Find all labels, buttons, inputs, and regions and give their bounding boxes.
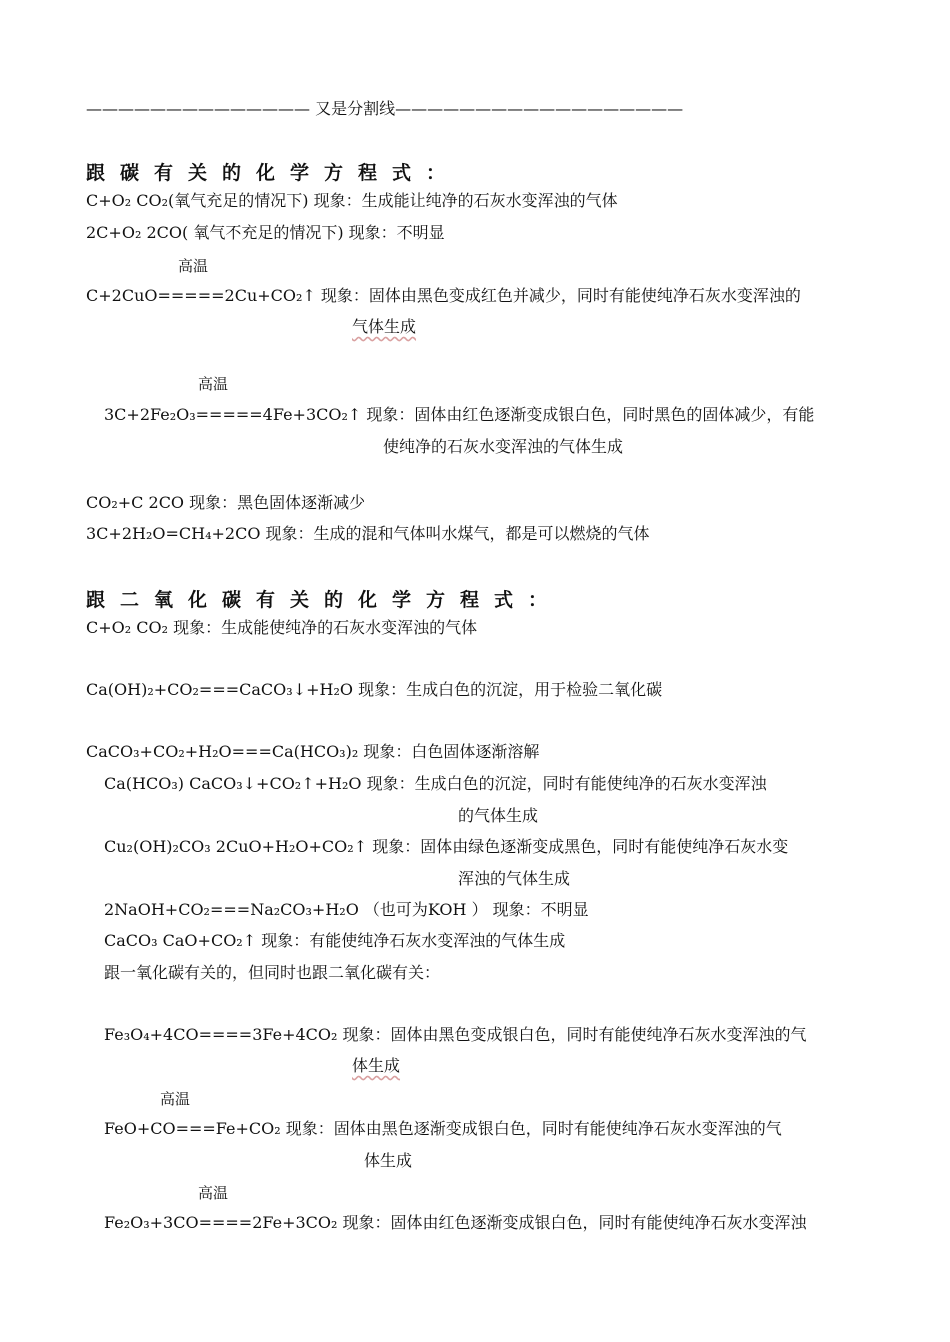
equation-continuation: 浑浊的气体生成: [458, 869, 571, 888]
equation-line: Fe₃O₄+4CO====3Fe+4CO₂ 现象：固体由黑色变成银白色，同时有能使纯净石灰水变浑浊的气: [104, 1025, 807, 1044]
equation-line: FeO+CO===Fe+CO₂ 现象：固体由黑色逐渐变成银白色，同时有能使纯净石灰水变浑浊的气: [104, 1119, 782, 1138]
equation-line: C+O₂ CO₂ 现象：生成能使纯净的石灰水变浑浊的气体: [86, 618, 478, 637]
equation-line: C+2CuO=====2Cu+CO₂↑ 现象：固体由黑色变成红色并减少，同时有能使纯净石灰水变浑浊的: [86, 286, 801, 305]
equation-line: CaCO₃ CaO+CO₂↑ 现象：有能使纯净石灰水变浑浊的气体生成: [104, 931, 566, 950]
equation-line: CaCO₃+CO₂+H₂O===Ca(HCO₃)₂ 现象：白色固体逐渐溶解: [86, 742, 540, 761]
subsection-text: 跟一氧化碳有关的，但同时也跟二氧化碳有关：: [104, 963, 441, 982]
equation-line: Fe₂O₃+3CO====2Fe+3CO₂ 现象：固体由红色逐渐变成银白色，同时有能使纯净石灰水变浑浊: [104, 1213, 807, 1232]
equation-line: CO₂+C 2CO 现象：黑色固体逐渐减少: [86, 493, 366, 512]
equation-line: Ca(HCO₃) CaCO₃↓+CO₂↑+H₂O 现象：生成白色的沉淀，同时有能使纯净的石灰水变浑浊: [104, 774, 767, 793]
equation-continuation: 的气体生成: [458, 806, 539, 825]
equation-line: 3C+2Fe₂O₃=====4Fe+3CO₂↑ 现象：固体由红色逐渐变成银白色，同时黑色的固体减少，有能: [104, 405, 815, 424]
section-title-co2: 跟二氧化碳有关的化学方程式：: [86, 589, 563, 611]
equation-line: Cu₂(OH)₂CO₃ 2CuO+H₂O+CO₂↑ 现象：固体由绿色逐渐变成黑色，同时有能使纯净石灰水变: [104, 837, 789, 856]
equation-line: Ca(OH)₂+CO₂===CaCO₃↓+H₂O 现象：生成白色的沉淀，用于检验二氧化碳: [86, 680, 663, 699]
condition-label: 高温: [178, 257, 209, 275]
equation-continuation: 气体生成: [352, 317, 417, 336]
equation-line: C+O₂ CO₂(氧气充足的情况下) 现象：生成能让纯净的石灰水变浑浊的气体: [86, 191, 618, 210]
divider-line: —————————————— 又是分割线——————————————————: [86, 99, 684, 118]
section-title-carbon: 跟碳有关的化学方程式：: [86, 162, 461, 184]
condition-label: 高温: [198, 1184, 229, 1202]
equation-line: 2C+O₂ 2CO( 氧气不充足的情况下) 现象：不明显: [86, 223, 445, 242]
equation-continuation: 体生成: [364, 1151, 413, 1170]
equation-continuation: 体生成: [352, 1056, 401, 1075]
condition-label: 高温: [160, 1090, 191, 1108]
condition-label: 高温: [198, 375, 229, 393]
equation-line: 2NaOH+CO₂===Na₂CO₃+H₂O （也可为KOH ） 现象：不明显: [104, 900, 589, 919]
equation-line: 3C+2H₂O=CH₄+2CO 现象：生成的混和气体叫水煤气，都是可以燃烧的气体: [86, 524, 650, 543]
equation-continuation: 使纯净的石灰水变浑浊的气体生成: [383, 437, 624, 456]
